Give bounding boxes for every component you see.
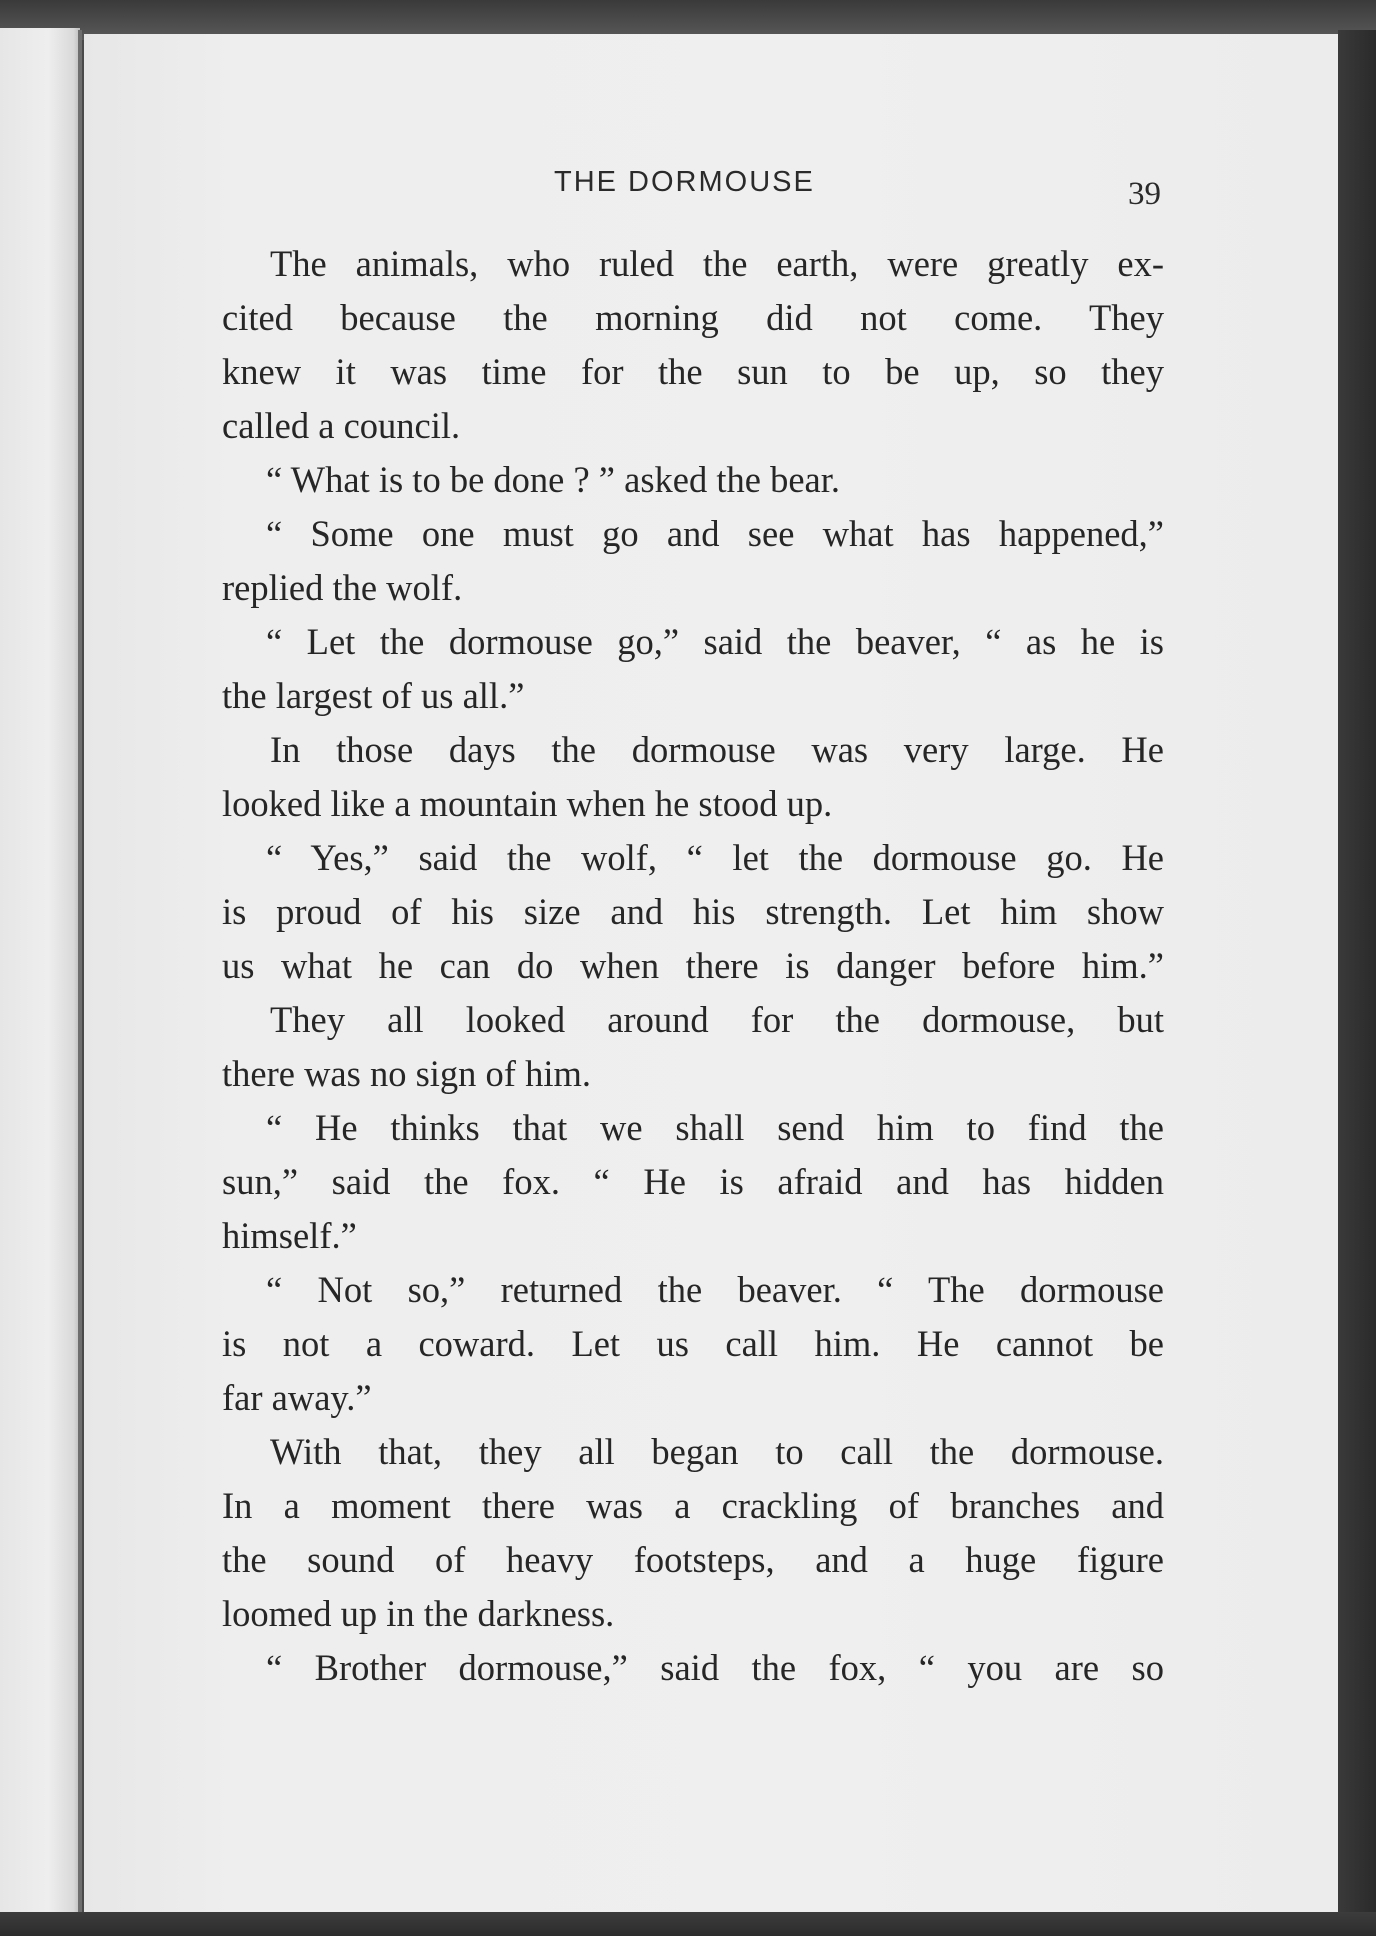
text-line: is proud of his size and his strength. Let him show: [222, 891, 1164, 932]
text-line: In those days the dormouse was very large. He: [270, 729, 1164, 770]
text-line: “ Not so,” returned the beaver. “ The dormouse: [266, 1269, 1164, 1310]
text-line: is not a coward. Let us call him. He cannot be: [222, 1323, 1164, 1364]
text-line: They all looked around for the dormouse, but: [270, 999, 1164, 1040]
text-line: With that, they all began to call the dormouse.: [270, 1431, 1164, 1472]
text-line: far away.”: [222, 1377, 372, 1418]
text-line: The animals, who ruled the earth, were greatly ex-: [270, 243, 1164, 284]
text-line: loomed up in the darkness.: [222, 1593, 615, 1634]
page-number: 39: [1128, 176, 1161, 212]
text-line: cited because the morning did not come. They: [222, 297, 1164, 338]
text-line: called a council.: [222, 405, 461, 446]
running-head: THE DORMOUSE: [554, 166, 815, 198]
book-gutter: [78, 30, 82, 1916]
text-line: “ Some one must go and see what has happened,”: [266, 513, 1164, 554]
text-line: knew it was time for the sun to be up, so they: [222, 351, 1164, 392]
text-line: us what he can do when there is danger before him.”: [222, 945, 1164, 986]
text-line: “ Yes,” said the wolf, “ let the dormouse go. He: [266, 837, 1164, 878]
text-line: “ Let the dormouse go,” said the beaver, “ as he is: [266, 621, 1164, 662]
text-line: replied the wolf.: [222, 567, 463, 608]
facing-page-edge: [0, 28, 80, 1918]
text-line: the sound of heavy footsteps, and a huge figure: [222, 1539, 1164, 1580]
text-line: looked like a mountain when he stood up.: [222, 783, 833, 824]
text-line: “ What is to be done ? ” asked the bear.: [266, 459, 840, 500]
text-line: In a moment there was a crackling of branches and: [222, 1485, 1164, 1526]
text-line: the largest of us all.”: [222, 675, 525, 716]
scan-border-right: [1338, 30, 1376, 1936]
text-line: sun,” said the fox. “ He is afraid and has hidden: [222, 1161, 1164, 1202]
scan-border-bottom: [0, 1912, 1376, 1936]
text-line: himself.”: [222, 1215, 357, 1256]
text-line: “ He thinks that we shall send him to find the: [266, 1107, 1164, 1148]
text-line: there was no sign of him.: [222, 1053, 591, 1094]
text-line: “ Brother dormouse,” said the fox, “ you are so: [266, 1647, 1164, 1688]
